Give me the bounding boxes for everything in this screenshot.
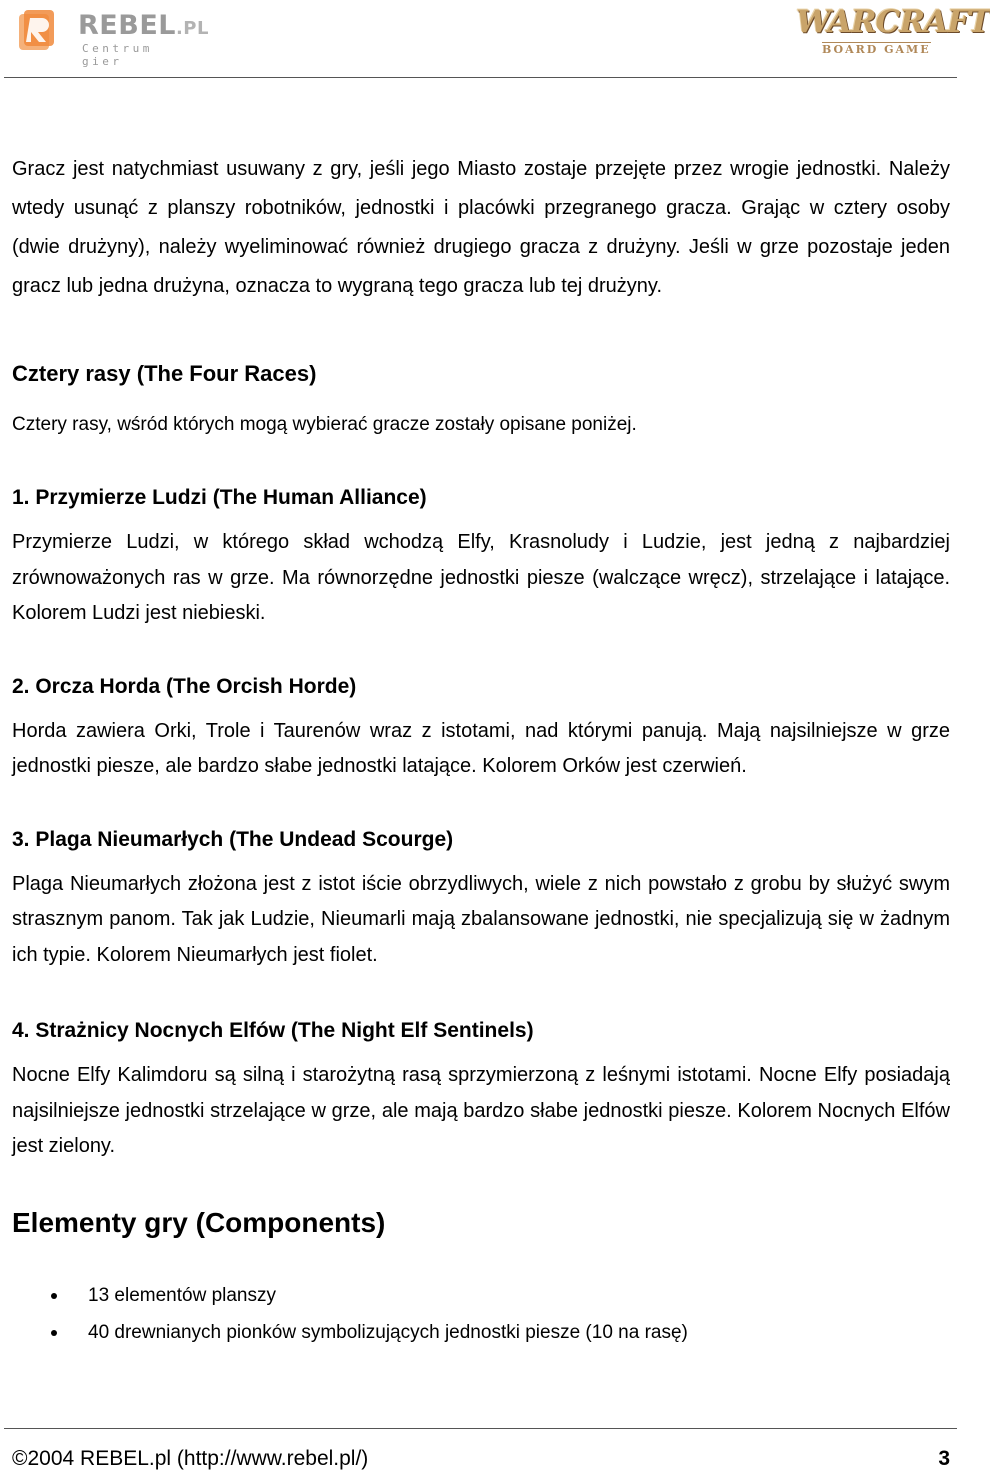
footer-divider — [4, 1428, 957, 1429]
rebel-logo-text: REBEL.PL — [78, 10, 209, 41]
warcraft-logo-subtitle: BOARD GAME — [822, 43, 931, 56]
list-item: 13 elementów planszy — [12, 1277, 950, 1314]
race-description: Plaga Nieumarłych złożona jest z istot iście obrzydliwych, wiele z nich powstało z grobu by służyć swym strasznym panom. Tak jak Ludzie, Nieumarli mają zbalansowane jednostki, nie specjalizują się w żadnym ich typie. Kolorem Nieumarłych jest fiolet. — [12, 872, 950, 966]
race-description: Nocne Elfy Kalimdoru są silną i starożytną rasą sprzymierzoną z leśnymi istotami. Nocne Elfy posiadają najsilniejsze jednostki strzelające w grze, ale mają bardzo słabe jednostki piesze. Kolorem Nocnych Elfów jest zielony. — [12, 1064, 950, 1157]
warcraft-logo-text: WARCRAFT — [796, 4, 990, 40]
page-header — [0, 0, 990, 78]
warcraft-logo — [792, 4, 990, 64]
rebel-logo-subtitle: Centrum gier — [82, 42, 153, 68]
components-list — [12, 1277, 950, 1351]
header-divider — [4, 77, 957, 78]
races-section-intro: Cztery rasy, wśród których mogą wybierać gracze zostały opisane poniżej. — [12, 414, 637, 435]
race-description: Przymierze Ludzi, w którego skład wchodzą Elfy, Krasnoludy i Ludzie, jest jedną z najbardziej zrównoważonych ras w grze. Ma równorzędne jednostki piesze (walczące wręcz), strzelające i latające. Kolorem Ludzi jest niebieski. — [12, 531, 950, 624]
race-title: 2. Orcza Horda (The Orcish Horde) — [12, 674, 357, 698]
list-item: 40 drewnianych pionków symbolizujących jednostki piesze (10 na rasę) — [12, 1314, 950, 1351]
page-number: 3 — [938, 1447, 950, 1470]
intro-paragraph: Gracz jest natychmiast usuwany z gry, jeśli jego Miasto zostaje przejęte przez wrogie jednostki. Należy wtedy usunąć z planszy robotników, jednostki i placówki przegranego gracza. Grając w cztery osoby (dwie drużyny), należy wyeliminować również drugiego gracza z drużyny. Jeśli w grze pozostaje jeden gracz lub jedna drużyna, oznacza to wygraną tego gracza lub tej drużyny. — [12, 158, 950, 297]
race-title: 1. Przymierze Ludzi (The Human Alliance) — [12, 486, 427, 509]
page-footer — [12, 1447, 950, 1471]
rebel-logo — [12, 4, 209, 68]
race-title: 4. Strażnicy Nocnych Elfów (The Night Elf Sentinels) — [12, 1019, 534, 1042]
footer-copyright: ©2004 REBEL.pl (http://www.rebel.pl/) — [12, 1447, 369, 1470]
race-title: 3. Plaga Nieumarłych (The Undead Scourge) — [12, 827, 454, 851]
race-description: Horda zawiera Orki, Trole i Taurenów wraz z istotami, nad którymi panują. Mają najsilniejsze w grze jednostki piesze, ale bardzo słabe jednostki latające. Kolorem Orków jest czerwień. — [12, 719, 950, 777]
rebel-logo-icon — [16, 6, 66, 56]
components-section-title: Elementy gry (Components) — [12, 1206, 386, 1238]
races-section-title: Cztery rasy (The Four Races) — [12, 361, 317, 386]
page-content — [12, 150, 950, 1351]
